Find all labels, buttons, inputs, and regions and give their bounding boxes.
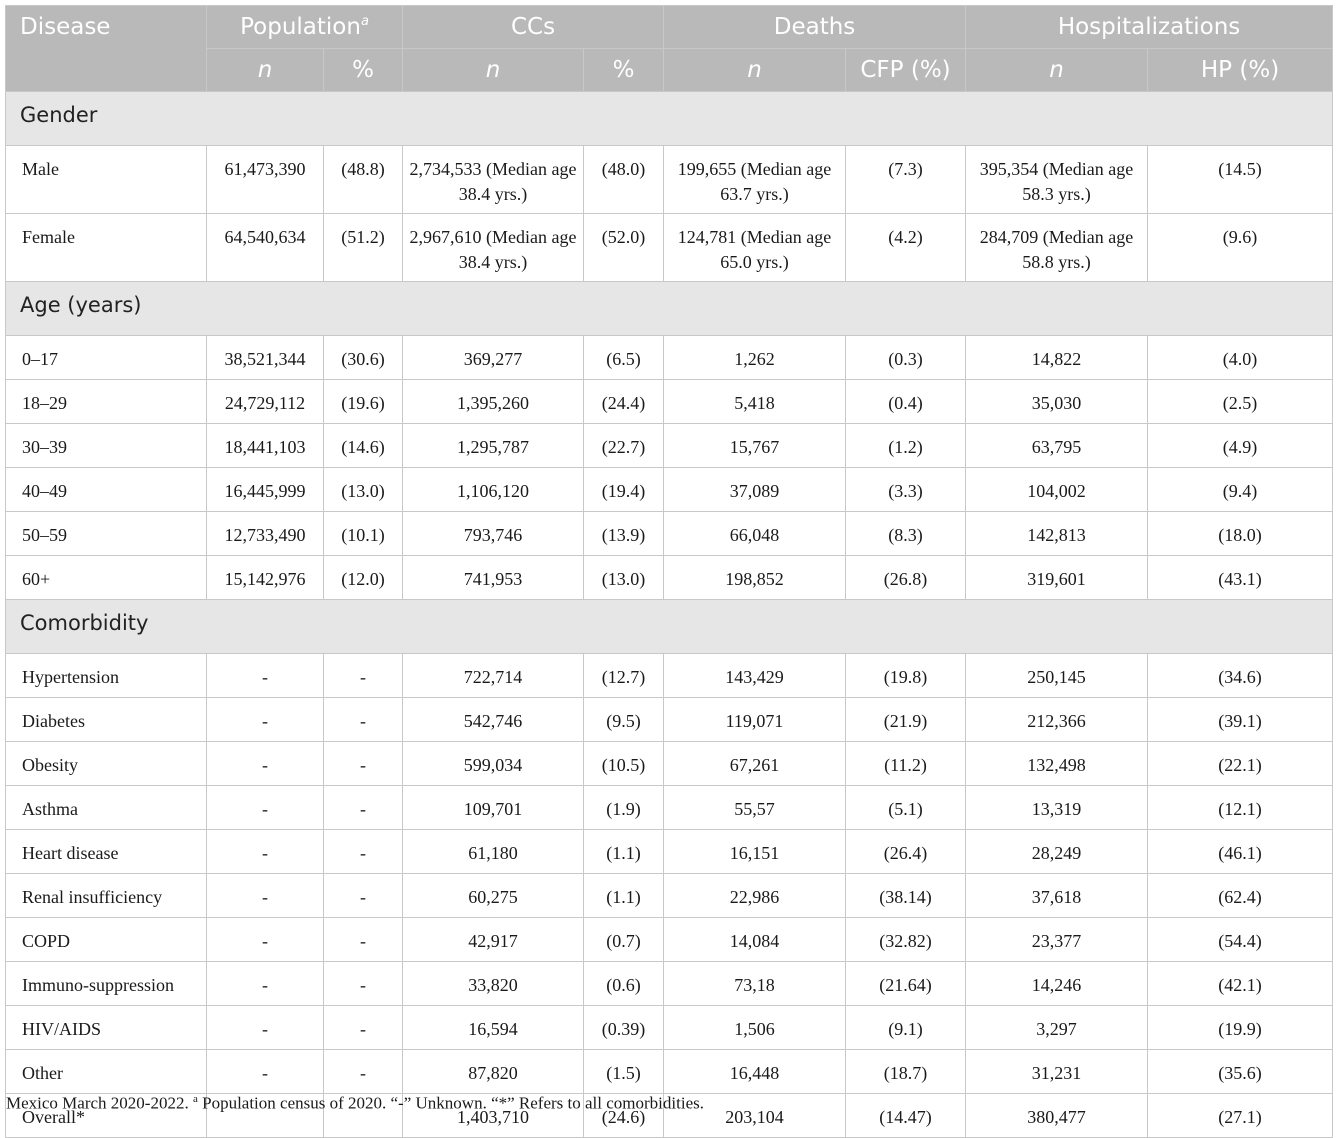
hosp-n-cell: 250,145 [966, 654, 1148, 698]
table-row [6, 380, 1333, 424]
row-label: 18–29 [6, 380, 207, 424]
deaths-n-cell: 1,506 [664, 1006, 846, 1050]
cc-pct-cell: (1.5) [584, 1050, 664, 1094]
subheader-cfp: CFP (%) [846, 49, 966, 92]
hp-cell: (27.1) [1148, 1094, 1333, 1138]
cfp-cell: (3.3) [846, 468, 966, 512]
cfp-cell: (0.3) [846, 336, 966, 380]
row-label: HIV/AIDS [6, 1006, 207, 1050]
hosp-n-cell: 104,002 [966, 468, 1148, 512]
cc-pct-cell: (1.1) [584, 874, 664, 918]
cfp-cell: (18.7) [846, 1050, 966, 1094]
cc-n-cell: 61,180 [403, 830, 584, 874]
deaths-n-cell: 119,071 [664, 698, 846, 742]
header-hospitalizations: Hospitalizations [966, 6, 1333, 49]
row-label: 30–39 [6, 424, 207, 468]
hosp-n-cell: 28,249 [966, 830, 1148, 874]
population-pct-cell: - [324, 742, 403, 786]
table-row [6, 874, 1333, 918]
cc-n-cell: 87,820 [403, 1050, 584, 1094]
subheader-death-n: n [664, 49, 846, 92]
cc-n-cell: 16,594 [403, 1006, 584, 1050]
hosp-n-cell: 395,354 (Median age 58.3 yrs.) [966, 146, 1148, 214]
cc-pct-cell: (0.6) [584, 962, 664, 1006]
section-title: Comorbidity [6, 600, 1333, 654]
row-label: Overall* [6, 1094, 207, 1138]
hp-cell: (43.1) [1148, 556, 1333, 600]
cfp-cell: (21.9) [846, 698, 966, 742]
deaths-n-cell: 1,262 [664, 336, 846, 380]
cc-pct-cell: (0.39) [584, 1006, 664, 1050]
hosp-n-cell: 212,366 [966, 698, 1148, 742]
row-label: Immuno-suppression [6, 962, 207, 1006]
hp-cell: (9.6) [1148, 214, 1333, 282]
table-row [6, 424, 1333, 468]
hp-cell: (42.1) [1148, 962, 1333, 1006]
row-label: Hypertension [6, 654, 207, 698]
deaths-n-cell: 55,57 [664, 786, 846, 830]
deaths-n-cell: 198,852 [664, 556, 846, 600]
population-n-cell: - [207, 654, 324, 698]
deaths-n-cell: 5,418 [664, 380, 846, 424]
hp-cell: (35.6) [1148, 1050, 1333, 1094]
cc-pct-cell: (19.4) [584, 468, 664, 512]
table-row [6, 830, 1333, 874]
population-n-cell: 24,729,112 [207, 380, 324, 424]
header-population [207, 6, 403, 49]
deaths-n-cell: 199,655 (Median age 63.7 yrs.) [664, 146, 846, 214]
population-pct-cell: - [324, 874, 403, 918]
cfp-cell: (26.4) [846, 830, 966, 874]
subheader-hp: HP (%) [1148, 49, 1333, 92]
row-label: Male [6, 146, 207, 214]
hp-cell: (62.4) [1148, 874, 1333, 918]
hp-cell: (34.6) [1148, 654, 1333, 698]
hp-cell: (39.1) [1148, 698, 1333, 742]
header-deaths: Deaths [664, 6, 966, 49]
cc-n-cell: 542,746 [403, 698, 584, 742]
table-row [6, 742, 1333, 786]
population-pct-cell: - [324, 1050, 403, 1094]
section-header-row [6, 92, 1333, 146]
cfp-cell: (4.2) [846, 214, 966, 282]
section-header-row [6, 600, 1333, 654]
population-pct-cell: - [324, 918, 403, 962]
population-pct-cell: - [324, 786, 403, 830]
data-table [5, 5, 1333, 1138]
population-n-cell: - [207, 1006, 324, 1050]
row-label: 40–49 [6, 468, 207, 512]
deaths-n-cell: 37,089 [664, 468, 846, 512]
table-row [6, 1006, 1333, 1050]
deaths-n-cell: 22,986 [664, 874, 846, 918]
cc-pct-cell: (9.5) [584, 698, 664, 742]
row-label: Renal insufficiency [6, 874, 207, 918]
deaths-n-cell: 67,261 [664, 742, 846, 786]
cfp-cell: (26.8) [846, 556, 966, 600]
hosp-n-cell: 3,297 [966, 1006, 1148, 1050]
footnote-mark: a [192, 1093, 198, 1105]
cc-pct-cell: (24.6) [584, 1094, 664, 1138]
hp-cell: (4.9) [1148, 424, 1333, 468]
subheader-pop-n: n [207, 49, 324, 92]
deaths-n-cell: 16,448 [664, 1050, 846, 1094]
cc-n-cell: 369,277 [403, 336, 584, 380]
hosp-n-cell: 35,030 [966, 380, 1148, 424]
deaths-n-cell: 66,048 [664, 512, 846, 556]
cfp-cell: (8.3) [846, 512, 966, 556]
header-population-footnote-mark: a [360, 14, 369, 29]
cc-n-cell: 722,714 [403, 654, 584, 698]
table-row [6, 336, 1333, 380]
deaths-n-cell: 15,767 [664, 424, 846, 468]
population-n-cell: - [207, 786, 324, 830]
population-n-cell: 64,540,634 [207, 214, 324, 282]
cc-n-cell: 741,953 [403, 556, 584, 600]
hosp-n-cell: 31,231 [966, 1050, 1148, 1094]
section-title: Gender [6, 92, 1333, 146]
table-row [6, 214, 1333, 282]
cfp-cell: (0.4) [846, 380, 966, 424]
subheader-cc-pct: % [584, 49, 664, 92]
cc-pct-cell: (52.0) [584, 214, 664, 282]
hosp-n-cell: 23,377 [966, 918, 1148, 962]
cc-n-cell: 1,295,787 [403, 424, 584, 468]
population-n-cell: 16,445,999 [207, 468, 324, 512]
cc-pct-cell: (13.9) [584, 512, 664, 556]
cc-n-cell: 2,734,533 (Median age 38.4 yrs.) [403, 146, 584, 214]
population-pct-cell: - [324, 698, 403, 742]
subheader-pop-pct: % [324, 49, 403, 92]
row-label: 60+ [6, 556, 207, 600]
cc-n-cell: 42,917 [403, 918, 584, 962]
cc-pct-cell: (22.7) [584, 424, 664, 468]
table-footnote [6, 1093, 704, 1114]
deaths-n-cell: 124,781 (Median age 65.0 yrs.) [664, 214, 846, 282]
row-label: COPD [6, 918, 207, 962]
row-label: Asthma [6, 786, 207, 830]
population-pct-cell: (48.8) [324, 146, 403, 214]
table-row [6, 556, 1333, 600]
hp-cell: (22.1) [1148, 742, 1333, 786]
deaths-n-cell: 73,18 [664, 962, 846, 1006]
hp-cell: (4.0) [1148, 336, 1333, 380]
footnote-text-after: Population census of 2020. “-” Unknown. “*” Refers to all comorbidities. [197, 1093, 704, 1113]
section-title: Age (years) [6, 282, 1333, 336]
cc-n-cell: 1,403,710 [403, 1094, 584, 1138]
cc-n-cell: 599,034 [403, 742, 584, 786]
row-label: Other [6, 1050, 207, 1094]
cfp-cell: (14.47) [846, 1094, 966, 1138]
footnote-text-before: Mexico March 2020-2022. [6, 1093, 193, 1113]
row-label: 50–59 [6, 512, 207, 556]
population-n-cell: 12,733,490 [207, 512, 324, 556]
hp-cell: (19.9) [1148, 1006, 1333, 1050]
table-header [6, 6, 1333, 92]
hosp-n-cell: 142,813 [966, 512, 1148, 556]
cc-pct-cell: (10.5) [584, 742, 664, 786]
population-pct-cell: - [324, 1006, 403, 1050]
population-n-cell: - [207, 830, 324, 874]
row-label: Diabetes [6, 698, 207, 742]
population-n-cell: - [207, 962, 324, 1006]
population-pct-cell: (30.6) [324, 336, 403, 380]
population-n-cell: - [207, 698, 324, 742]
population-pct-cell: (14.6) [324, 424, 403, 468]
cfp-cell: (32.82) [846, 918, 966, 962]
table-row [6, 512, 1333, 556]
population-n-cell: - [207, 1050, 324, 1094]
table-row [6, 146, 1333, 214]
cc-pct-cell: (1.1) [584, 830, 664, 874]
section-header-row [6, 282, 1333, 336]
hp-cell: (2.5) [1148, 380, 1333, 424]
row-label: Heart disease [6, 830, 207, 874]
cfp-cell: (11.2) [846, 742, 966, 786]
deaths-n-cell: 143,429 [664, 654, 846, 698]
hp-cell: (12.1) [1148, 786, 1333, 830]
header-ccs: CCs [403, 6, 664, 49]
population-n-cell: - [207, 874, 324, 918]
population-pct-cell: (12.0) [324, 556, 403, 600]
subheader-cc-n: n [403, 49, 584, 92]
cc-pct-cell: (0.7) [584, 918, 664, 962]
population-pct-cell: (19.6) [324, 380, 403, 424]
population-pct-cell: (10.1) [324, 512, 403, 556]
cc-pct-cell: (6.5) [584, 336, 664, 380]
table-row [6, 786, 1333, 830]
hosp-n-cell: 380,477 [966, 1094, 1148, 1138]
hosp-n-cell: 132,498 [966, 742, 1148, 786]
cfp-cell: (9.1) [846, 1006, 966, 1050]
cfp-cell: (7.3) [846, 146, 966, 214]
deaths-n-cell: 16,151 [664, 830, 846, 874]
hp-cell: (14.5) [1148, 146, 1333, 214]
row-label: Obesity [6, 742, 207, 786]
cc-n-cell: 109,701 [403, 786, 584, 830]
subheader-hosp-n: n [966, 49, 1148, 92]
hp-cell: (9.4) [1148, 468, 1333, 512]
row-label: 0–17 [6, 336, 207, 380]
cc-pct-cell: (12.7) [584, 654, 664, 698]
hosp-n-cell: 14,822 [966, 336, 1148, 380]
hosp-n-cell: 37,618 [966, 874, 1148, 918]
population-pct-cell: - [324, 830, 403, 874]
cc-n-cell: 1,395,260 [403, 380, 584, 424]
table-row [6, 918, 1333, 962]
hosp-n-cell: 13,319 [966, 786, 1148, 830]
hp-cell: (18.0) [1148, 512, 1333, 556]
table-row [6, 1050, 1333, 1094]
population-n-cell: 61,473,390 [207, 146, 324, 214]
cfp-cell: (38.14) [846, 874, 966, 918]
cfp-cell: (5.1) [846, 786, 966, 830]
table-row [6, 468, 1333, 512]
population-pct-cell: - [324, 962, 403, 1006]
population-n-cell: 38,521,344 [207, 336, 324, 380]
hosp-n-cell: 63,795 [966, 424, 1148, 468]
population-pct-cell: (13.0) [324, 468, 403, 512]
population-n-cell: - [207, 918, 324, 962]
cc-n-cell: 33,820 [403, 962, 584, 1006]
population-n-cell: 15,142,976 [207, 556, 324, 600]
cc-n-cell: 2,967,610 (Median age 38.4 yrs.) [403, 214, 584, 282]
cfp-cell: (1.2) [846, 424, 966, 468]
population-pct-cell: - [324, 654, 403, 698]
header-disease: Disease [6, 6, 207, 92]
hosp-n-cell: 14,246 [966, 962, 1148, 1006]
cc-pct-cell: (24.4) [584, 380, 664, 424]
cfp-cell: (21.64) [846, 962, 966, 1006]
cc-pct-cell: (48.0) [584, 146, 664, 214]
deaths-n-cell: 203,104 [664, 1094, 846, 1138]
hosp-n-cell: 319,601 [966, 556, 1148, 600]
hp-cell: (46.1) [1148, 830, 1333, 874]
cfp-cell: (19.8) [846, 654, 966, 698]
population-n-cell: 18,441,103 [207, 424, 324, 468]
table-row [6, 654, 1333, 698]
cc-pct-cell: (1.9) [584, 786, 664, 830]
row-label: Female [6, 214, 207, 282]
population-pct-cell: (51.2) [324, 214, 403, 282]
cc-n-cell: 1,106,120 [403, 468, 584, 512]
deaths-n-cell: 14,084 [664, 918, 846, 962]
header-population-label: Population [240, 14, 361, 40]
cc-n-cell: 60,275 [403, 874, 584, 918]
table-body [6, 92, 1333, 1138]
population-n-cell: - [207, 742, 324, 786]
table-row [6, 698, 1333, 742]
hp-cell: (54.4) [1148, 918, 1333, 962]
cc-pct-cell: (13.0) [584, 556, 664, 600]
table-row [6, 962, 1333, 1006]
cc-n-cell: 793,746 [403, 512, 584, 556]
hosp-n-cell: 284,709 (Median age 58.8 yrs.) [966, 214, 1148, 282]
